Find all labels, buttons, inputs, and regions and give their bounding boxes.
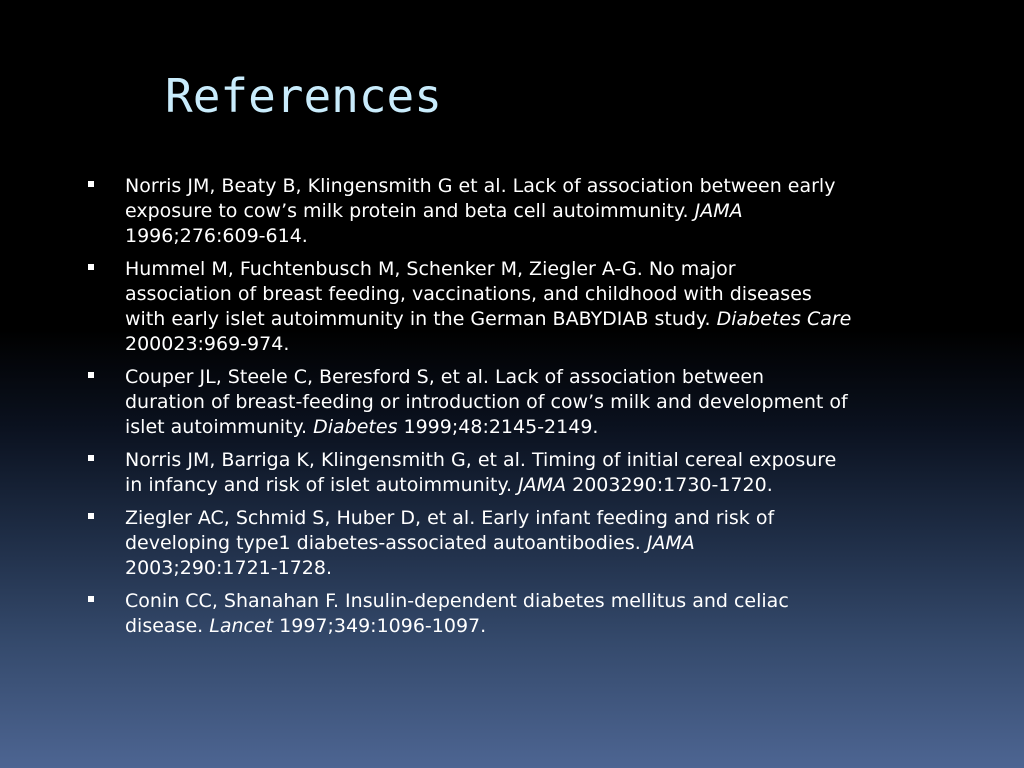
reference-line: in infancy and risk of islet autoimmunity. — [125, 474, 519, 496]
citation-details: 2003290:1730-1720. — [566, 474, 773, 496]
reference-text — [125, 506, 938, 581]
reference-item — [88, 365, 938, 440]
reference-line: islet autoimmunity. — [125, 416, 314, 438]
citation-details: 1997;349:1096-1097. — [273, 615, 487, 637]
journal-name: JAMA — [646, 532, 695, 554]
reference-line: Norris JM, Beaty B, Klingensmith G et al. Lack of association between early — [125, 175, 836, 197]
reference-line: duration of breast-feeding or introduction of cow’s milk and development of — [125, 391, 848, 413]
reference-item — [88, 448, 938, 498]
citation-details: 1996;276:609-614. — [125, 225, 308, 247]
reference-text — [125, 365, 938, 440]
reference-line: exposure to cow’s milk protein and beta cell autoimmunity. — [125, 200, 695, 222]
reference-line: disease. — [125, 615, 210, 637]
square-bullet-icon — [88, 181, 94, 187]
journal-name: Diabetes — [313, 416, 398, 438]
square-bullet-icon — [88, 264, 94, 270]
reference-list — [88, 174, 938, 647]
reference-line: Hummel M, Fuchtenbusch M, Schenker M, Ziegler A-G. No major — [125, 258, 736, 280]
square-bullet-icon — [88, 372, 94, 378]
journal-name: Diabetes Care — [716, 308, 852, 330]
reference-item — [88, 589, 938, 639]
journal-name: JAMA — [694, 200, 743, 222]
reference-line: association of breast feeding, vaccinations, and childhood with diseases — [125, 283, 812, 305]
reference-line: Ziegler AC, Schmid S, Huber D, et al. Early infant feeding and risk of — [125, 507, 775, 529]
reference-line: Couper JL, Steele C, Beresford S, et al. Lack of association between — [125, 366, 765, 388]
reference-text — [125, 257, 938, 357]
square-bullet-icon — [88, 596, 94, 602]
citation-details: 200023:969-974. — [125, 333, 290, 355]
square-bullet-icon — [88, 455, 94, 461]
reference-line: developing type1 diabetes-associated autoantibodies. — [125, 532, 647, 554]
citation-details: 2003;290:1721-1728. — [125, 557, 333, 579]
reference-item — [88, 257, 938, 357]
reference-text — [125, 174, 938, 249]
reference-line: Norris JM, Barriga K, Klingensmith G, et al. Timing of initial cereal exposure — [125, 449, 837, 471]
reference-text — [125, 589, 938, 639]
reference-line: Conin CC, Shanahan F. Insulin-dependent diabetes mellitus and celiac — [125, 590, 789, 612]
slide-title: References — [165, 69, 442, 123]
journal-name: JAMA — [518, 474, 567, 496]
reference-item — [88, 506, 938, 581]
citation-details: 1999;48:2145-2149. — [397, 416, 599, 438]
square-bullet-icon — [88, 513, 94, 519]
reference-line: with early islet autoimmunity in the German BABYDIAB study. — [125, 308, 717, 330]
journal-name: Lancet — [209, 615, 274, 637]
reference-item — [88, 174, 938, 249]
reference-text — [125, 448, 938, 498]
